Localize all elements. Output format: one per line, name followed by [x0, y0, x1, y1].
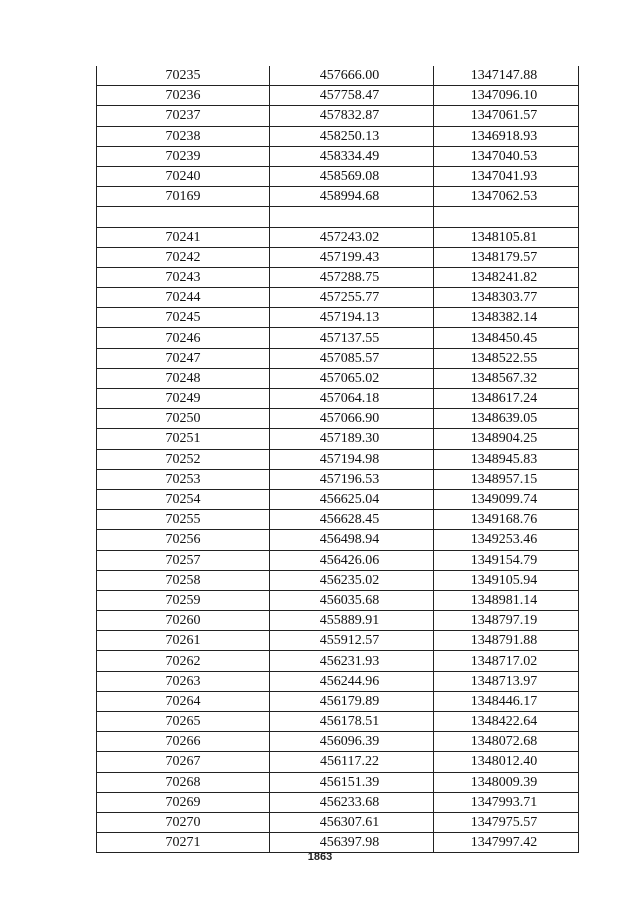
- x-coordinate-cell: 456244.96: [270, 671, 434, 691]
- table-row: [97, 732, 579, 752]
- y-coordinate-cell: 1348105.81: [434, 227, 579, 247]
- table-row: [97, 86, 579, 106]
- x-coordinate-cell: 456397.98: [270, 833, 434, 853]
- x-coordinate-cell: 457196.53: [270, 469, 434, 489]
- y-coordinate-cell: 1348303.77: [434, 288, 579, 308]
- y-coordinate-cell: 1348797.19: [434, 611, 579, 631]
- coordinates-table-body: [97, 66, 579, 853]
- y-coordinate-cell: 1347993.71: [434, 792, 579, 812]
- y-coordinate-cell: 1347041.93: [434, 166, 579, 186]
- table-row: [97, 227, 579, 247]
- table-row-empty: [97, 207, 579, 227]
- table-row: [97, 530, 579, 550]
- table-row: [97, 671, 579, 691]
- table-row: [97, 469, 579, 489]
- table-row: [97, 752, 579, 772]
- y-coordinate-cell: 1348713.97: [434, 671, 579, 691]
- table-row: [97, 166, 579, 186]
- y-coordinate-cell: 1348791.88: [434, 631, 579, 651]
- y-coordinate-cell: 1346918.93: [434, 126, 579, 146]
- page-number: 1863: [307, 851, 333, 863]
- point-id-cell: 70252: [97, 449, 270, 469]
- table-row: [97, 611, 579, 631]
- point-id-cell: 70270: [97, 812, 270, 832]
- table-row: [97, 429, 579, 449]
- y-coordinate-cell: 1347062.53: [434, 187, 579, 207]
- x-coordinate-cell: 456498.94: [270, 530, 434, 550]
- x-coordinate-cell: 456096.39: [270, 732, 434, 752]
- table-row: [97, 368, 579, 388]
- y-coordinate-cell: [434, 207, 579, 227]
- point-id-cell: 70241: [97, 227, 270, 247]
- point-id-cell: 70249: [97, 389, 270, 409]
- y-coordinate-cell: 1347096.10: [434, 86, 579, 106]
- point-id-cell: 70257: [97, 550, 270, 570]
- x-coordinate-cell: 457255.77: [270, 288, 434, 308]
- y-coordinate-cell: 1348904.25: [434, 429, 579, 449]
- table-row: [97, 590, 579, 610]
- y-coordinate-cell: 1348450.45: [434, 328, 579, 348]
- x-coordinate-cell: 455889.91: [270, 611, 434, 631]
- x-coordinate-cell: 457758.47: [270, 86, 434, 106]
- y-coordinate-cell: 1347975.57: [434, 812, 579, 832]
- y-coordinate-cell: 1348639.05: [434, 409, 579, 429]
- point-id-cell: 70240: [97, 166, 270, 186]
- y-coordinate-cell: 1348945.83: [434, 449, 579, 469]
- y-coordinate-cell: 1347040.53: [434, 146, 579, 166]
- x-coordinate-cell: 457243.02: [270, 227, 434, 247]
- point-id-cell: 70251: [97, 429, 270, 449]
- table-row: [97, 792, 579, 812]
- x-coordinate-cell: 455912.57: [270, 631, 434, 651]
- y-coordinate-cell: 1348522.55: [434, 348, 579, 368]
- y-coordinate-cell: 1348981.14: [434, 590, 579, 610]
- coordinates-table: [96, 66, 579, 853]
- y-coordinate-cell: 1348009.39: [434, 772, 579, 792]
- table-row: [97, 328, 579, 348]
- point-id-cell: 70255: [97, 510, 270, 530]
- point-id-cell: 70259: [97, 590, 270, 610]
- y-coordinate-cell: 1348241.82: [434, 267, 579, 287]
- x-coordinate-cell: 457064.18: [270, 389, 434, 409]
- table-row: [97, 550, 579, 570]
- x-coordinate-cell: 457194.98: [270, 449, 434, 469]
- point-id-cell: 70261: [97, 631, 270, 651]
- point-id-cell: 70264: [97, 691, 270, 711]
- point-id-cell: 70238: [97, 126, 270, 146]
- y-coordinate-cell: 1348382.14: [434, 308, 579, 328]
- table-row: [97, 348, 579, 368]
- y-coordinate-cell: 1347997.42: [434, 833, 579, 853]
- table-row: [97, 146, 579, 166]
- point-id-cell: 70253: [97, 469, 270, 489]
- x-coordinate-cell: 456628.45: [270, 510, 434, 530]
- x-coordinate-cell: 456231.93: [270, 651, 434, 671]
- y-coordinate-cell: 1349253.46: [434, 530, 579, 550]
- x-coordinate-cell: 456307.61: [270, 812, 434, 832]
- y-coordinate-cell: 1348179.57: [434, 247, 579, 267]
- y-coordinate-cell: 1349168.76: [434, 510, 579, 530]
- table-row: [97, 409, 579, 429]
- point-id-cell: 70242: [97, 247, 270, 267]
- y-coordinate-cell: 1348072.68: [434, 732, 579, 752]
- y-coordinate-cell: 1348617.24: [434, 389, 579, 409]
- table-row: [97, 489, 579, 509]
- x-coordinate-cell: 456625.04: [270, 489, 434, 509]
- point-id-cell: 70260: [97, 611, 270, 631]
- table-row: [97, 389, 579, 409]
- x-coordinate-cell: 457832.87: [270, 106, 434, 126]
- x-coordinate-cell: 457189.30: [270, 429, 434, 449]
- y-coordinate-cell: 1348957.15: [434, 469, 579, 489]
- y-coordinate-cell: 1347061.57: [434, 106, 579, 126]
- point-id-cell: 70169: [97, 187, 270, 207]
- point-id-cell: 70239: [97, 146, 270, 166]
- x-coordinate-cell: 457065.02: [270, 368, 434, 388]
- point-id-cell: 70236: [97, 86, 270, 106]
- x-coordinate-cell: 456178.51: [270, 712, 434, 732]
- point-id-cell: 70243: [97, 267, 270, 287]
- table-row: [97, 267, 579, 287]
- point-id-cell: 70246: [97, 328, 270, 348]
- y-coordinate-cell: 1348717.02: [434, 651, 579, 671]
- x-coordinate-cell: 456426.06: [270, 550, 434, 570]
- x-coordinate-cell: 458569.08: [270, 166, 434, 186]
- y-coordinate-cell: 1348567.32: [434, 368, 579, 388]
- table-row: [97, 126, 579, 146]
- table-row: [97, 812, 579, 832]
- point-id-cell: 70244: [97, 288, 270, 308]
- point-id-cell: 70237: [97, 106, 270, 126]
- table-row: [97, 288, 579, 308]
- table-row: [97, 570, 579, 590]
- x-coordinate-cell: 457199.43: [270, 247, 434, 267]
- point-id-cell: 70269: [97, 792, 270, 812]
- y-coordinate-cell: 1349105.94: [434, 570, 579, 590]
- x-coordinate-cell: 456233.68: [270, 792, 434, 812]
- table-row: [97, 449, 579, 469]
- point-id-cell: 70250: [97, 409, 270, 429]
- x-coordinate-cell: [270, 207, 434, 227]
- point-id-cell: 70265: [97, 712, 270, 732]
- x-coordinate-cell: 456179.89: [270, 691, 434, 711]
- table-row: [97, 510, 579, 530]
- table-row: [97, 651, 579, 671]
- y-coordinate-cell: 1349154.79: [434, 550, 579, 570]
- table-row: [97, 66, 579, 86]
- table-row: [97, 772, 579, 792]
- x-coordinate-cell: 458334.49: [270, 146, 434, 166]
- table-row: [97, 833, 579, 853]
- y-coordinate-cell: 1348012.40: [434, 752, 579, 772]
- table-row: [97, 247, 579, 267]
- point-id-cell: 70247: [97, 348, 270, 368]
- table-row: [97, 712, 579, 732]
- point-id-cell: 70254: [97, 489, 270, 509]
- point-id-cell: 70266: [97, 732, 270, 752]
- x-coordinate-cell: 456117.22: [270, 752, 434, 772]
- point-id-cell: 70271: [97, 833, 270, 853]
- x-coordinate-cell: 458250.13: [270, 126, 434, 146]
- point-id-cell: 70262: [97, 651, 270, 671]
- point-id-cell: 70263: [97, 671, 270, 691]
- point-id-cell: 70248: [97, 368, 270, 388]
- point-id-cell: 70256: [97, 530, 270, 550]
- x-coordinate-cell: 457666.00: [270, 66, 434, 86]
- y-coordinate-cell: 1348422.64: [434, 712, 579, 732]
- x-coordinate-cell: 457288.75: [270, 267, 434, 287]
- x-coordinate-cell: 457137.55: [270, 328, 434, 348]
- x-coordinate-cell: 456235.02: [270, 570, 434, 590]
- table-row: [97, 187, 579, 207]
- x-coordinate-cell: 456035.68: [270, 590, 434, 610]
- point-id-cell: 70245: [97, 308, 270, 328]
- table-row: [97, 308, 579, 328]
- point-id-cell: [97, 207, 270, 227]
- table-row: [97, 106, 579, 126]
- table-row: [97, 691, 579, 711]
- point-id-cell: 70268: [97, 772, 270, 792]
- y-coordinate-cell: 1349099.74: [434, 489, 579, 509]
- x-coordinate-cell: 457194.13: [270, 308, 434, 328]
- y-coordinate-cell: 1347147.88: [434, 66, 579, 86]
- x-coordinate-cell: 457066.90: [270, 409, 434, 429]
- point-id-cell: 70235: [97, 66, 270, 86]
- x-coordinate-cell: 457085.57: [270, 348, 434, 368]
- point-id-cell: 70267: [97, 752, 270, 772]
- x-coordinate-cell: 456151.39: [270, 772, 434, 792]
- point-id-cell: 70258: [97, 570, 270, 590]
- x-coordinate-cell: 458994.68: [270, 187, 434, 207]
- y-coordinate-cell: 1348446.17: [434, 691, 579, 711]
- table-row: [97, 631, 579, 651]
